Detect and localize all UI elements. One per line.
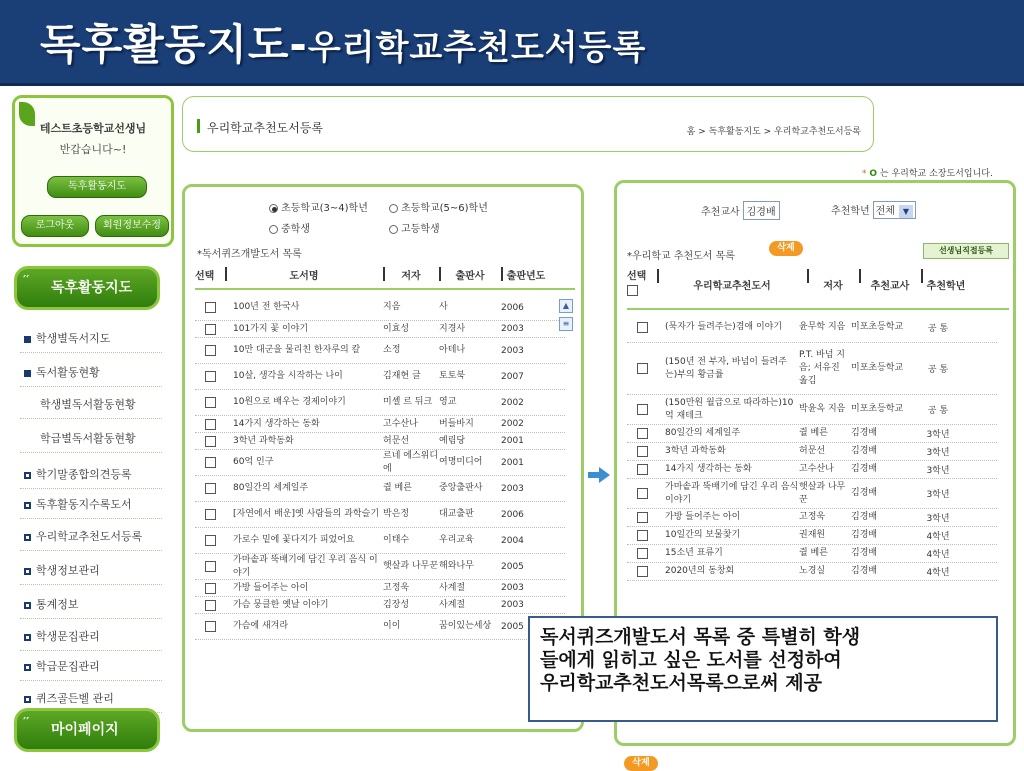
row-checkbox[interactable] bbox=[205, 535, 216, 546]
book-title: 100년 전 한국사 bbox=[233, 302, 300, 312]
callout-line: 들에게 읽히고 싶은 도서를 선정하여 bbox=[540, 649, 842, 671]
row-checkbox[interactable] bbox=[205, 324, 216, 335]
teacher-input[interactable]: 김경배 bbox=[743, 201, 780, 220]
row-select bbox=[195, 419, 225, 430]
book-publisher: 버들바지 bbox=[439, 418, 474, 429]
book-year: 2003 bbox=[501, 324, 524, 334]
row-select bbox=[627, 530, 657, 541]
row-checkbox[interactable] bbox=[637, 512, 648, 523]
radio-dot[interactable] bbox=[389, 225, 398, 234]
sidebar-item[interactable] bbox=[24, 628, 100, 644]
welcome-school: 테스트초등학교선생님 bbox=[39, 122, 147, 135]
row-checkbox[interactable] bbox=[205, 419, 216, 430]
book-author: 지음 bbox=[383, 302, 401, 312]
book-title: 60억 인구 bbox=[233, 457, 274, 467]
row-select bbox=[627, 464, 657, 475]
sidebar-item-label: 독후활동지수록도서 bbox=[36, 498, 132, 511]
menu-header-label: 독후활동지도 bbox=[51, 280, 133, 296]
row-select bbox=[627, 322, 657, 333]
recommend-grade: 3학년 bbox=[926, 448, 950, 458]
table-row bbox=[195, 390, 565, 416]
table-row bbox=[195, 554, 565, 580]
sidebar-item-label: 독서활동현황 bbox=[36, 366, 100, 379]
table-row bbox=[627, 479, 997, 509]
menu-divider bbox=[20, 452, 162, 453]
row-checkbox[interactable] bbox=[205, 561, 216, 572]
radio-middle[interactable]: 중학생 bbox=[269, 220, 389, 235]
recommend-grade: 3학년 bbox=[926, 466, 950, 476]
table-row bbox=[195, 597, 565, 614]
grade-radio-group bbox=[269, 199, 509, 241]
book-title: (150만원 월급으로 따라하는)10억 재테크 bbox=[665, 397, 794, 421]
square-bullet-icon bbox=[24, 634, 31, 641]
recommend-teacher: 김경배 bbox=[851, 512, 878, 522]
book-title: 가로수 밑에 꽃다지가 피었어요 bbox=[233, 535, 355, 545]
recommend-teacher: 김경배 bbox=[851, 566, 878, 576]
callout-line: 우리학교추천도서목록으로써 제공 bbox=[540, 672, 822, 694]
row-checkbox[interactable] bbox=[637, 446, 648, 457]
table-row bbox=[195, 433, 565, 450]
row-checkbox[interactable] bbox=[205, 483, 216, 494]
table-row bbox=[195, 614, 565, 640]
table-row bbox=[627, 443, 997, 461]
book-author: 김장성 bbox=[383, 599, 410, 610]
arrow-right-icon bbox=[588, 467, 610, 483]
book-year: 2001 bbox=[501, 457, 524, 468]
row-select bbox=[195, 436, 225, 447]
col-grade: 추천학년 bbox=[921, 269, 971, 302]
row-select bbox=[195, 457, 225, 468]
col-author: 저자 bbox=[383, 267, 439, 282]
book-author: 허문선 bbox=[799, 446, 826, 456]
row-select bbox=[195, 583, 225, 594]
book-author: 이효성 bbox=[383, 323, 410, 334]
book-author: 권재원 bbox=[799, 530, 826, 540]
login-box bbox=[12, 95, 174, 247]
square-bullet-icon bbox=[24, 602, 31, 609]
radio-dot[interactable] bbox=[389, 204, 398, 213]
book-title: 가마솥과 뚝배기에 담긴 우리 음식 이야기 bbox=[233, 554, 378, 578]
sidebar-item[interactable] bbox=[24, 596, 79, 612]
table-row bbox=[627, 395, 997, 425]
sidebar-item[interactable] bbox=[24, 330, 110, 346]
sidebar-item-label: 학생별독서활동현황 bbox=[40, 398, 136, 411]
menu-divider bbox=[20, 518, 162, 519]
book-publisher: 토토북 bbox=[439, 371, 466, 381]
explanation-callout bbox=[528, 616, 998, 722]
menu-divider bbox=[20, 618, 162, 619]
radio-dot[interactable] bbox=[269, 225, 278, 234]
row-checkbox[interactable] bbox=[637, 548, 648, 559]
table-row bbox=[195, 338, 565, 364]
col-author: 저자 bbox=[807, 269, 859, 302]
col-year: 출판년도 bbox=[501, 267, 551, 282]
radio-elem-3-4[interactable]: 초등학교(3~4)학년 bbox=[269, 199, 389, 214]
recommended-table-body bbox=[627, 313, 997, 581]
row-checkbox[interactable] bbox=[205, 583, 216, 594]
square-bullet-icon bbox=[24, 664, 31, 671]
book-year: 2006 bbox=[501, 302, 524, 313]
row-select bbox=[195, 509, 225, 520]
table-row bbox=[627, 509, 997, 527]
col-teacher: 추천교사 bbox=[859, 269, 921, 302]
row-select bbox=[195, 302, 225, 313]
sidebar-item[interactable] bbox=[24, 658, 100, 674]
menu-divider bbox=[20, 352, 162, 353]
sidebar-item-label: 학급별독서활동현황 bbox=[40, 432, 136, 445]
recommend-teacher: 김경배 bbox=[851, 530, 878, 540]
book-year: 2003 bbox=[501, 600, 524, 610]
scrollbar[interactable] bbox=[559, 299, 575, 339]
menu-divider bbox=[20, 550, 162, 551]
table-row bbox=[627, 563, 997, 581]
activity-guide-button[interactable]: 독후활동지도 bbox=[47, 176, 147, 198]
recommend-teacher: 김경배 bbox=[851, 488, 878, 498]
book-year: 2003 bbox=[501, 345, 524, 356]
row-checkbox[interactable] bbox=[205, 302, 216, 313]
row-checkbox[interactable] bbox=[205, 397, 216, 408]
recommended-list-title: *우리학교 추천도서 목록 bbox=[627, 251, 735, 262]
book-author: 허문선 bbox=[383, 435, 410, 446]
recommend-grade: 4학년 bbox=[926, 550, 950, 560]
legend-circle-icon: O bbox=[869, 169, 878, 179]
slide-title-main: 독후활동지도- bbox=[40, 20, 308, 69]
col-title: 우리학교추천도서 bbox=[657, 269, 807, 302]
book-publisher: 아테나 bbox=[439, 345, 466, 355]
sparkle-icon: ′′ bbox=[23, 715, 30, 729]
scroll-up-icon[interactable]: ▲ bbox=[559, 299, 573, 313]
quiz-book-table-body bbox=[195, 295, 565, 640]
recommend-grade: 3학년 bbox=[926, 514, 950, 524]
page-header bbox=[182, 96, 874, 152]
book-publisher: 중앙출판사 bbox=[439, 483, 483, 493]
sidebar-item-label: 학기말종합의견등록 bbox=[36, 468, 132, 481]
table-row bbox=[627, 425, 997, 443]
book-author: 미셸 르 뒤크 bbox=[383, 397, 433, 407]
book-year: 2004 bbox=[501, 535, 524, 546]
book-author: 고정욱 bbox=[383, 582, 410, 593]
book-author: 르네 에스위디에 bbox=[383, 450, 439, 474]
book-title: 가슴 뭉클한 옛날 이야기 bbox=[233, 599, 329, 610]
book-publisher: 예림당 bbox=[439, 435, 466, 446]
recommend-teacher: 미포초등학교 bbox=[851, 322, 904, 332]
book-title: 10일간의 보물찾기 bbox=[665, 530, 741, 540]
sidebar-item[interactable] bbox=[24, 690, 114, 706]
book-year: 2001 bbox=[501, 436, 524, 446]
book-author: 햇살과 나무꾼 bbox=[383, 561, 439, 571]
book-author: 쥘 베른 bbox=[799, 548, 828, 558]
menu-header-mypage[interactable] bbox=[14, 708, 160, 752]
sidebar-item[interactable] bbox=[24, 528, 142, 544]
sidebar-item[interactable] bbox=[24, 466, 132, 482]
sparkle-icon: ′′ bbox=[23, 273, 30, 287]
row-select bbox=[195, 397, 225, 408]
book-title: 가방 들어주는 아이 bbox=[665, 512, 741, 522]
recommend-grade: 공 통 bbox=[927, 406, 949, 416]
row-select bbox=[195, 345, 225, 356]
row-select bbox=[627, 404, 657, 415]
recommend-grade: 4학년 bbox=[926, 532, 950, 542]
book-title: [자연에서 배운]옛 사람들의 과학슬기 bbox=[233, 509, 380, 519]
book-title: 2020년의 동창회 bbox=[665, 566, 735, 576]
square-bullet-icon bbox=[24, 568, 31, 575]
delete-button-bottom[interactable]: 삭제 bbox=[624, 756, 658, 771]
sidebar-item[interactable] bbox=[24, 364, 100, 380]
book-title: 80일간의 세계일주 bbox=[665, 428, 741, 438]
square-bullet-icon bbox=[24, 534, 31, 541]
table-row bbox=[627, 545, 997, 563]
row-select bbox=[195, 324, 225, 335]
menu-divider bbox=[20, 650, 162, 651]
book-author: P.T. 바넘 지음; 서유진 옮김 bbox=[799, 350, 845, 386]
sidebar-item[interactable] bbox=[24, 562, 100, 578]
book-author: 고수산나 bbox=[799, 464, 834, 474]
book-title: 10원으로 배우는 경제이야기 bbox=[233, 397, 346, 407]
book-year: 2003 bbox=[501, 483, 524, 494]
book-title: 15소년 표류기 bbox=[665, 548, 723, 558]
book-year: 2005 bbox=[501, 561, 524, 572]
book-publisher: 여명미디어 bbox=[439, 457, 483, 467]
square-bullet-icon bbox=[24, 472, 31, 479]
book-author: 박은정 bbox=[383, 509, 410, 519]
delete-button[interactable]: 삭제 bbox=[769, 241, 803, 256]
radio-dot[interactable] bbox=[269, 204, 278, 213]
book-author: 쥘 베른 bbox=[799, 428, 828, 438]
select-all-checkbox[interactable] bbox=[627, 285, 638, 296]
book-title: 가방 들어주는 아이 bbox=[233, 582, 309, 593]
grade-select[interactable]: 전체 ▼ bbox=[873, 201, 916, 219]
menu-divider bbox=[20, 488, 162, 489]
col-select: 선택 bbox=[627, 269, 657, 302]
book-publisher: 해와나무 bbox=[439, 561, 474, 571]
sidebar-item-label: 우리학교추천도서등록 bbox=[36, 530, 143, 543]
mypage-label: 마이페이지 bbox=[51, 722, 119, 738]
book-title: 가마솥과 뚝배기에 담긴 우리 음식 이야기 bbox=[665, 481, 799, 505]
book-publisher: 꿈이있는세상 bbox=[439, 621, 492, 631]
quiz-book-panel bbox=[182, 184, 584, 732]
sidebar-item-label: 학생정보관리 bbox=[36, 564, 100, 577]
edit-profile-button[interactable]: 회원정보수정 bbox=[95, 215, 169, 237]
book-author: 윤무학 지음 bbox=[799, 322, 846, 332]
chevron-down-icon[interactable]: ▼ bbox=[899, 205, 913, 218]
book-year: 2007 bbox=[501, 371, 524, 382]
radio-elem-5-6[interactable]: 초등학교(5~6)학년 bbox=[389, 199, 509, 214]
table-row bbox=[627, 313, 997, 343]
book-author: 소정 bbox=[383, 345, 401, 355]
table-row bbox=[195, 450, 565, 476]
book-author: 노경실 bbox=[799, 566, 826, 576]
book-title: 3학년 과학동화 bbox=[665, 446, 726, 456]
table-row bbox=[627, 461, 997, 479]
table-row bbox=[627, 343, 997, 395]
square-bullet-icon bbox=[24, 502, 31, 509]
logout-button[interactable]: 로그아웃 bbox=[21, 215, 89, 237]
row-checkbox[interactable] bbox=[205, 457, 216, 468]
sidebar-item-label: 학생문집관리 bbox=[36, 630, 100, 643]
row-select bbox=[195, 600, 225, 611]
row-select bbox=[195, 483, 225, 494]
square-bullet-icon bbox=[24, 336, 31, 343]
sidebar-item-label: 학급문집관리 bbox=[36, 660, 100, 673]
book-title: (150년 전 부자, 바넘이 들려주는)부의 황금률 bbox=[665, 356, 787, 380]
recommend-teacher: 김경배 bbox=[851, 464, 878, 474]
book-author: 박윤옥 지음 bbox=[799, 404, 846, 414]
book-title: 10살, 생각을 시작하는 나이 bbox=[233, 371, 343, 381]
radio-high[interactable]: 고등학생 bbox=[389, 220, 509, 235]
recommend-grade: 3학년 bbox=[926, 490, 950, 500]
grade-filter: 추천학년 전체 ▼ bbox=[831, 201, 916, 219]
col-title: 도서명 bbox=[225, 267, 383, 282]
book-author: 쥘 베른 bbox=[383, 483, 412, 493]
recommended-table-header bbox=[627, 269, 1009, 310]
recommend-grade: 3학년 bbox=[926, 430, 950, 440]
book-publisher: 사계절 bbox=[439, 582, 466, 593]
welcome-greeting: 반갑습니다~! bbox=[59, 143, 127, 156]
col-publisher: 출판사 bbox=[439, 267, 501, 282]
book-title: 14가지 생각하는 동화 bbox=[665, 464, 752, 474]
slide-title-sub: 우리학교추천도서등록 bbox=[307, 28, 647, 68]
book-year: 2002 bbox=[501, 397, 524, 408]
callout-line: 독서퀴즈개발도서 목록 중 특별히 학생 bbox=[540, 626, 861, 648]
menu-divider bbox=[20, 418, 162, 419]
quiz-book-table-header bbox=[195, 267, 575, 290]
row-checkbox[interactable] bbox=[205, 371, 216, 382]
book-author: 고수산나 bbox=[383, 418, 418, 429]
recommend-teacher: 김경배 bbox=[851, 428, 878, 438]
row-checkbox[interactable] bbox=[205, 621, 216, 632]
row-checkbox[interactable] bbox=[637, 363, 648, 374]
square-bullet-icon bbox=[24, 696, 31, 703]
row-checkbox[interactable] bbox=[205, 345, 216, 356]
book-title: 14가지 생각하는 동화 bbox=[233, 418, 320, 429]
title-banner bbox=[0, 0, 1024, 86]
book-publisher: 지경사 bbox=[439, 323, 466, 334]
row-select bbox=[627, 488, 657, 499]
row-checkbox[interactable] bbox=[637, 404, 648, 415]
page-title: 우리학교추천도서등록 bbox=[207, 121, 323, 135]
book-year: 2006 bbox=[501, 509, 524, 520]
table-row bbox=[627, 527, 997, 545]
sidebar-item[interactable] bbox=[24, 496, 132, 512]
row-checkbox[interactable] bbox=[205, 600, 216, 611]
row-checkbox[interactable] bbox=[637, 566, 648, 577]
book-publisher: 대교출판 bbox=[439, 509, 474, 519]
breadcrumb: 홈 > 독후활동지도 > 우리학교추천도서등록 bbox=[686, 127, 861, 137]
book-author: 김재현 글 bbox=[383, 371, 421, 381]
book-author: 햇살과 나무꾼 bbox=[799, 481, 846, 505]
table-row bbox=[195, 416, 565, 433]
book-title: 가슴에 새겨라 bbox=[233, 621, 289, 631]
legend-star: * bbox=[862, 169, 867, 179]
table-row bbox=[195, 321, 565, 338]
row-select bbox=[627, 566, 657, 577]
col-select: 선택 bbox=[195, 271, 215, 282]
recommend-teacher: 김경배 bbox=[851, 548, 878, 558]
book-title: (묵자가 들려주는)겸애 이야기 bbox=[665, 322, 783, 332]
recommend-teacher: 김경배 bbox=[851, 446, 878, 456]
recommend-teacher: 미포초등학교 bbox=[851, 363, 904, 373]
row-checkbox[interactable] bbox=[637, 322, 648, 333]
table-row bbox=[195, 295, 565, 321]
recommend-teacher: 미포초등학교 bbox=[851, 404, 904, 414]
recommend-grade: 공 통 bbox=[927, 365, 949, 375]
book-publisher: 우리교육 bbox=[439, 535, 474, 545]
row-checkbox[interactable] bbox=[637, 530, 648, 541]
slide-title bbox=[40, 12, 646, 72]
sidebar-item-label: 퀴즈골든벨 관리 bbox=[36, 692, 114, 705]
table-row bbox=[195, 528, 565, 554]
row-select bbox=[627, 428, 657, 439]
header-accent-bar bbox=[197, 119, 200, 133]
square-bullet-icon bbox=[24, 370, 31, 377]
book-publisher: 사 bbox=[439, 302, 448, 312]
scroll-thumb[interactable]: ≡ bbox=[559, 317, 573, 331]
sidebar-item[interactable] bbox=[40, 430, 136, 446]
book-title: 101가지 꽃 이야기 bbox=[233, 323, 309, 334]
row-checkbox[interactable] bbox=[205, 436, 216, 447]
row-checkbox[interactable] bbox=[637, 464, 648, 475]
book-author: 이이 bbox=[383, 621, 401, 631]
table-row bbox=[195, 364, 565, 390]
table-row bbox=[195, 502, 565, 528]
teacher-filter: 추천교사 김경배 bbox=[701, 201, 780, 220]
book-year: 2005 bbox=[501, 621, 524, 632]
row-checkbox[interactable] bbox=[205, 509, 216, 520]
row-select bbox=[195, 621, 225, 632]
sidebar-item[interactable] bbox=[40, 396, 136, 412]
book-author: 고정욱 bbox=[799, 512, 826, 522]
book-title: 3학년 과학동화 bbox=[233, 435, 294, 446]
menu-divider bbox=[20, 386, 162, 387]
book-year: 2003 bbox=[501, 583, 524, 593]
menu-divider bbox=[20, 584, 162, 585]
recommend-grade: 4학년 bbox=[926, 568, 950, 578]
menu-divider bbox=[20, 680, 162, 681]
row-select bbox=[627, 548, 657, 559]
book-title: 80일간의 세계일주 bbox=[233, 483, 309, 493]
teacher-direct-register-button[interactable]: 선생님직접등록 bbox=[923, 243, 1009, 259]
sidebar-item-label: 학생별독서지도 bbox=[36, 332, 111, 345]
quiz-book-list-title: *독서퀴즈개발도서 목록 bbox=[197, 249, 302, 260]
row-select bbox=[627, 446, 657, 457]
book-title: 10만 대군을 물리친 한자루의 칼 bbox=[233, 345, 361, 355]
row-checkbox[interactable] bbox=[637, 488, 648, 499]
book-author: 이태수 bbox=[383, 535, 410, 545]
row-checkbox[interactable] bbox=[637, 428, 648, 439]
row-select bbox=[195, 561, 225, 572]
book-year: 2002 bbox=[501, 419, 524, 429]
menu-header-activity[interactable] bbox=[14, 266, 160, 310]
legend-note bbox=[862, 166, 993, 179]
recommend-grade: 공 통 bbox=[927, 324, 949, 334]
row-select bbox=[627, 363, 657, 374]
table-row bbox=[195, 476, 565, 502]
row-select bbox=[195, 535, 225, 546]
book-publisher: 사계절 bbox=[439, 599, 466, 610]
legend-text: 는 우리학교 소장도서입니다. bbox=[879, 169, 993, 179]
sidebar-item-label: 통계정보 bbox=[36, 598, 79, 611]
book-publisher: 영교 bbox=[439, 397, 457, 407]
row-select bbox=[195, 371, 225, 382]
row-select bbox=[627, 512, 657, 523]
table-row bbox=[195, 580, 565, 597]
